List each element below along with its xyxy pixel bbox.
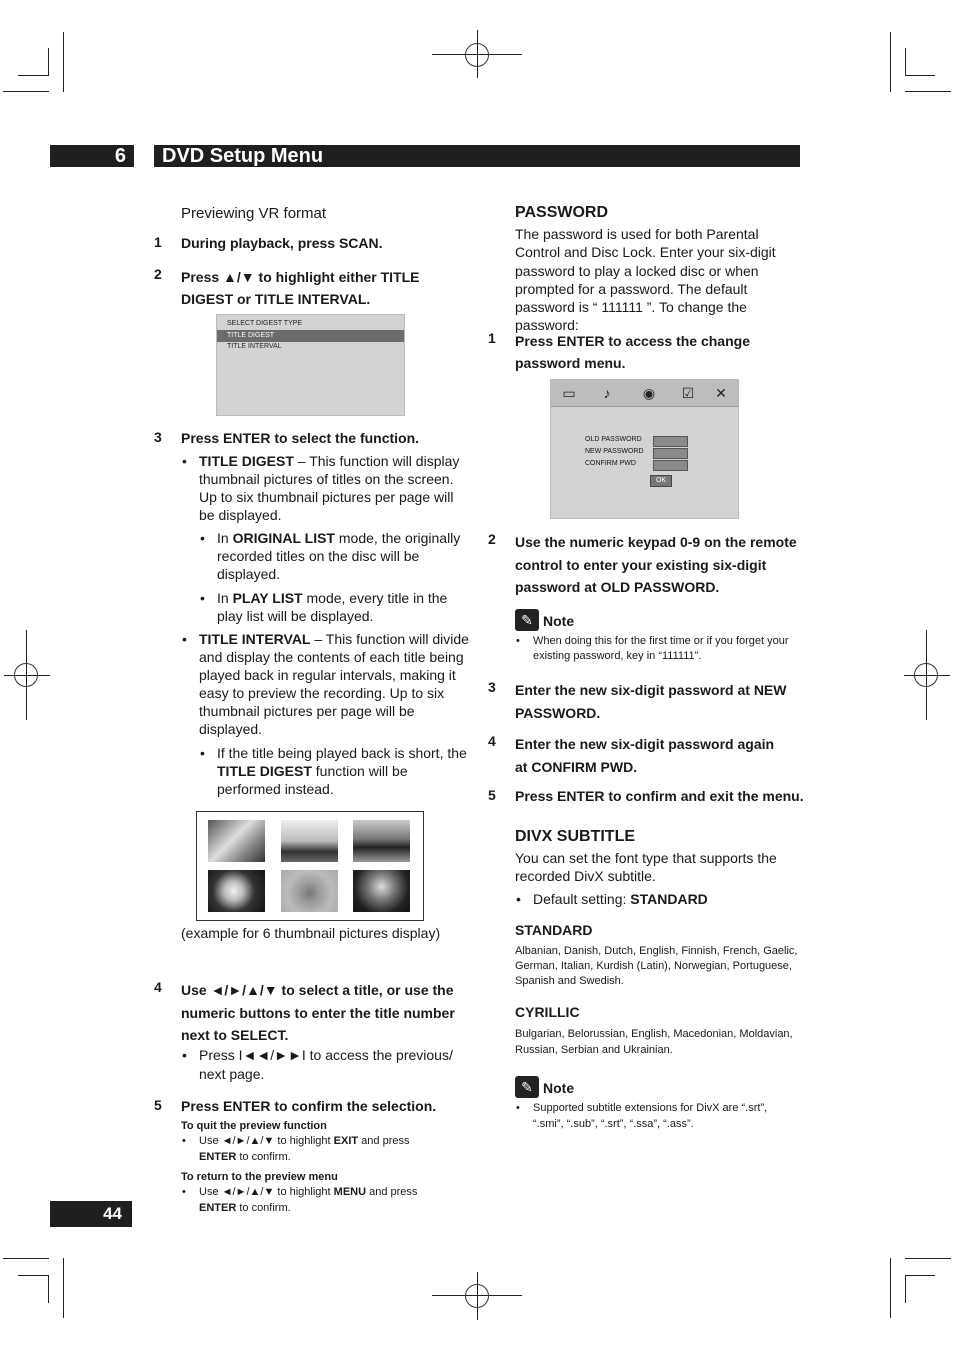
section-heading-previewing-vr: Previewing VR format xyxy=(181,205,327,222)
divx-default-setting: • Default setting: STANDARD xyxy=(533,890,803,908)
chapter-number: 6 xyxy=(114,145,126,167)
menu-icon-bar xyxy=(551,380,738,407)
thumbnail-preview-frame xyxy=(196,811,424,921)
preference-icon: ☑ xyxy=(681,385,695,401)
step-text: Press ENTER to select the function. xyxy=(181,430,420,446)
chapter-header-gap xyxy=(134,145,154,167)
step-number: 2 xyxy=(154,266,162,282)
general-setup-icon: ▭ xyxy=(562,385,576,401)
note-subtitle-extensions: • Supported subtitle extensions for DivX are “.srt”, “.smi”, “.sub”, “.srt”, “.ssa”, “.ass”. xyxy=(533,1100,795,1132)
step-text: Enter the new six-digit password again at CONFIRM PWD. xyxy=(515,736,775,775)
bullet-title-digest: • TITLE DIGEST – This function will display thumbnail pictures of titles on the screen. Up to six thumbnail pictures per page will be displayed. xyxy=(199,452,467,524)
step-number: 5 xyxy=(154,1097,162,1113)
confirm-password-field xyxy=(653,460,688,471)
thumbnail-image xyxy=(208,870,265,912)
menu-row-title-interval: TITLE INTERVAL xyxy=(227,343,282,350)
ok-button: OK xyxy=(650,475,672,487)
step-text: Press ENTER to access the change password menu. xyxy=(515,333,750,371)
digest-type-menu-screen xyxy=(216,314,405,416)
step-text: Enter the new six-digit password at NEW PASSWORD. xyxy=(515,682,787,721)
step-number: 4 xyxy=(488,733,496,749)
return-preview-instruction: • Use ◄/►/▲/▼ to highlight MENU and press ENTER to confirm. xyxy=(199,1184,459,1216)
divx-subtitle-heading: DIVX SUBTITLE xyxy=(515,828,636,845)
new-password-field xyxy=(653,448,688,459)
thumbnail-caption: (example for 6 thumbnail pictures display) xyxy=(181,925,441,941)
step-text: Press ▲/▼ to highlight either TITLE DIGEST or TITLE INTERVAL. xyxy=(181,269,420,307)
note-first-time-password: • When doing this for the first time or if you forget your existing password, key in “111111”. xyxy=(533,634,795,664)
cyrillic-heading: CYRILLIC xyxy=(515,1004,580,1020)
old-password-field xyxy=(653,436,688,447)
disc-setup-icon: ◉ xyxy=(642,385,656,401)
thumbnail-image xyxy=(281,820,338,862)
note-pencil-icon: ✎ xyxy=(515,1076,539,1098)
note-pencil-icon: ✎ xyxy=(515,609,539,631)
old-password-label: OLD PASSWORD xyxy=(585,436,642,443)
step-text: Press ENTER to confirm and exit the menu. xyxy=(515,788,804,804)
note-label: Note xyxy=(543,1080,575,1096)
sub-bullet-play-list: • In PLAY LIST mode, every title in the play list will be displayed. xyxy=(217,589,467,625)
sub-bullet-short-title: • If the title being played back is short, the TITLE DIGEST function will be performed instead. xyxy=(217,744,467,798)
step-text: Use ◄/►/▲/▼ to select a title, or use the numeric buttons to enter the title number next to SELECT. xyxy=(181,982,455,1043)
standard-languages: Albanian, Danish, Dutch, English, Finnish, French, Gaelic, German, Italian, Kurdish (Latin), Norwegian, Portuguese, Spanish and Swedish. xyxy=(515,945,798,987)
password-heading: PASSWORD xyxy=(515,204,609,221)
confirm-password-label: CONFIRM PWD xyxy=(585,460,636,467)
quit-preview-instruction: • Use ◄/►/▲/▼ to highlight EXIT and press ENTER to confirm. xyxy=(199,1133,459,1165)
step-number: 3 xyxy=(488,679,496,695)
note-label: Note xyxy=(543,613,575,629)
audio-setup-icon: ♪ xyxy=(603,385,611,401)
step-text: During playback, press SCAN. xyxy=(181,235,383,251)
menu-row-title-digest: TITLE DIGEST xyxy=(217,330,404,342)
bullet-page-navigation: • Press I◄◄/►►I to access the previous/ next page. xyxy=(199,1046,454,1084)
step-number: 3 xyxy=(154,429,162,445)
standard-heading: STANDARD xyxy=(515,922,593,938)
step-number: 5 xyxy=(488,787,496,803)
return-preview-heading: To return to the preview menu xyxy=(181,1171,338,1183)
page-number: 44 xyxy=(103,1204,122,1223)
password-menu-screen xyxy=(550,379,739,519)
thumbnail-image xyxy=(281,870,338,912)
menu-row-title: SELECT DIGEST TYPE xyxy=(227,320,303,327)
password-intro: The password is used for both Parental Control and Disc Lock. Enter your six-digit password to play a locked disc or when prompted for a password. The default password is “ 111111 ”. To change the password: xyxy=(515,226,776,334)
step-number: 4 xyxy=(154,979,162,995)
step-number: 2 xyxy=(488,531,496,547)
thumbnail-image xyxy=(353,820,410,862)
thumbnail-image xyxy=(353,870,410,912)
new-password-label: NEW PASSWORD xyxy=(585,448,644,455)
step-text: Press ENTER to confirm the selection. xyxy=(181,1098,437,1114)
thumbnail-image xyxy=(208,820,265,862)
step-number: 1 xyxy=(488,330,496,346)
step-text: Use the numeric keypad 0-9 on the remote control to enter your existing six-digit password at OLD PASSWORD. xyxy=(515,534,797,595)
exit-icon: ✕ xyxy=(715,385,727,401)
cyrillic-languages: Bulgarian, Belorussian, English, Macedonian, Moldavian, Russian, Serbian and Ukrainian. xyxy=(515,1028,793,1056)
sub-bullet-original-list: • In ORIGINAL LIST mode, the originally recorded titles on the disc will be displayed. xyxy=(217,529,467,583)
bullet-title-interval: • TITLE INTERVAL – This function will divide and display the contents of each title being played back in regular intervals, making it easy to preview the recording. Up to six thumbnail pictures per page will be displayed. xyxy=(199,630,471,738)
divx-subtitle-intro: You can set the font type that supports the recorded DivX subtitle. xyxy=(515,850,777,884)
step-number: 1 xyxy=(154,234,162,250)
quit-preview-heading: To quit the preview function xyxy=(181,1120,327,1132)
chapter-title: DVD Setup Menu xyxy=(162,145,324,167)
